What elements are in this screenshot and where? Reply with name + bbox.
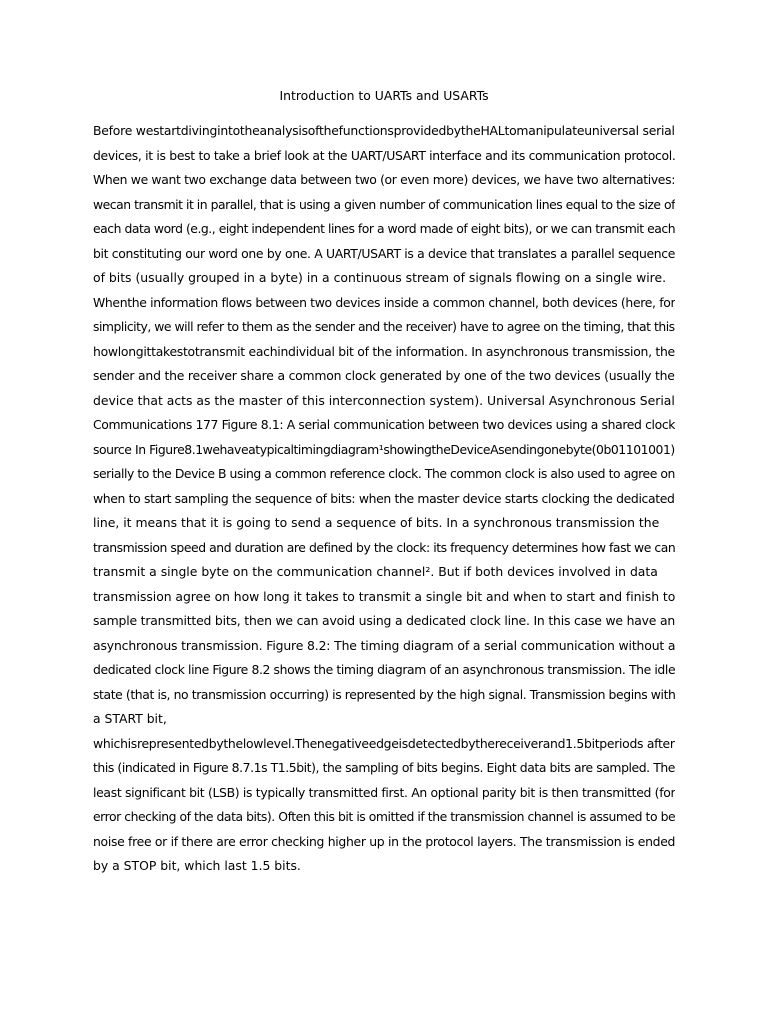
body-line: error checking of the data bits). Often this bit is omitted if the transmission channel is assumed to be: [93, 809, 675, 824]
body-line: transmission agree on how long it takes to transmit a single bit and when to start and finish to: [93, 588, 675, 604]
body-line: transmit a single byte on the communication channel². But if both devices involved in data: [93, 564, 658, 579]
body-line: state (that is, no transmission occurring) is represented by the high signal. Transmission begins with: [93, 686, 675, 702]
body-line: sender and the receiver share a common clock generated by one of the two devices (usually the: [93, 368, 675, 383]
body-line: transmission speed and duration are defined by the clock: its frequency determines how fast we can: [93, 539, 675, 555]
body-line: bit constituting our word one by one. A UART/USART is a device that translates a parallel sequence: [93, 245, 675, 261]
body-line: wecan transmit it in parallel, that is using a given number of communication lines equal to the size of: [93, 196, 675, 212]
body-line: simplicity, we will refer to them as the sender and the receiver) have to agree on the timing, that this: [93, 319, 675, 334]
body-line: device that acts as the master of this interconnection system). Universal Asynchronous Serial: [93, 392, 675, 408]
body-line: When we want two exchange data between two (or even more) devices, we have two alternatives:: [93, 172, 675, 187]
document-title: Introduction to UARTs and USARTs: [279, 88, 489, 103]
document-body: [93, 119, 675, 879]
body-line: Whenthe information flows between two devices inside a common channel, both devices (here, for: [93, 294, 675, 310]
body-line: of bits (usually grouped in a byte) in a continuous stream of signals flowing on a single wire.: [93, 270, 667, 285]
body-line: least significant bit (LSB) is typically transmitted first. An optional parity bit is then transmitted (for: [93, 784, 675, 800]
body-line: Communications 177 Figure 8.1: A serial communication between two devices using a shared clock: [93, 417, 675, 432]
body-line: when to start sampling the sequence of bits: when the master device starts clocking the dedicated: [93, 490, 675, 506]
body-line: Before westartdivingintotheanalysisofthefunctionsprovidedbytheHALtomanipulateuniversal serial: [93, 123, 675, 138]
body-line: dedicated clock line Figure 8.2 shows the timing diagram of an asynchronous transmission. The idle: [93, 662, 675, 677]
body-line: this (indicated in Figure 8.7.1s T1.5bit), the sampling of bits begins. Eight data bits are sampled. The: [93, 760, 675, 775]
body-line: sample transmitted bits, then we can avoid using a dedicated clock line. In this case we have an: [93, 613, 675, 628]
body-line: line, it means that it is going to send a sequence of bits. In a synchronous transmission the: [93, 515, 660, 530]
body-line: noise free or if there are error checking higher up in the protocol layers. The transmission is ended: [93, 833, 675, 849]
body-line: whichisrepresentedbythelowlevel.Thenegativeedgeisdetectedbythereceiverand1.5bitperiods after: [93, 735, 675, 751]
body-line: asynchronous transmission. Figure 8.2: The timing diagram of a serial communication without a: [93, 637, 675, 653]
body-line: devices, it is best to take a brief look at the UART/USART interface and its communication protocol.: [93, 147, 675, 163]
body-line: serially to the Device B using a common reference clock. The common clock is also used to agree on: [93, 466, 675, 481]
body-line: each data word (e.g., eight independent lines for a word made of eight bits), or we can transmit each: [93, 221, 675, 236]
body-line: by a STOP bit, which last 1.5 bits.: [93, 858, 301, 873]
body-line: a START bit,: [93, 711, 167, 726]
body-line: howlongittakestotransmit eachindividual bit of the information. In asynchronous transmission, the: [93, 343, 675, 359]
body-line: source In Figure8.1wehaveatypicaltimingdiagram¹showingtheDeviceAsendingonebyte(0b01101001): [93, 441, 675, 457]
